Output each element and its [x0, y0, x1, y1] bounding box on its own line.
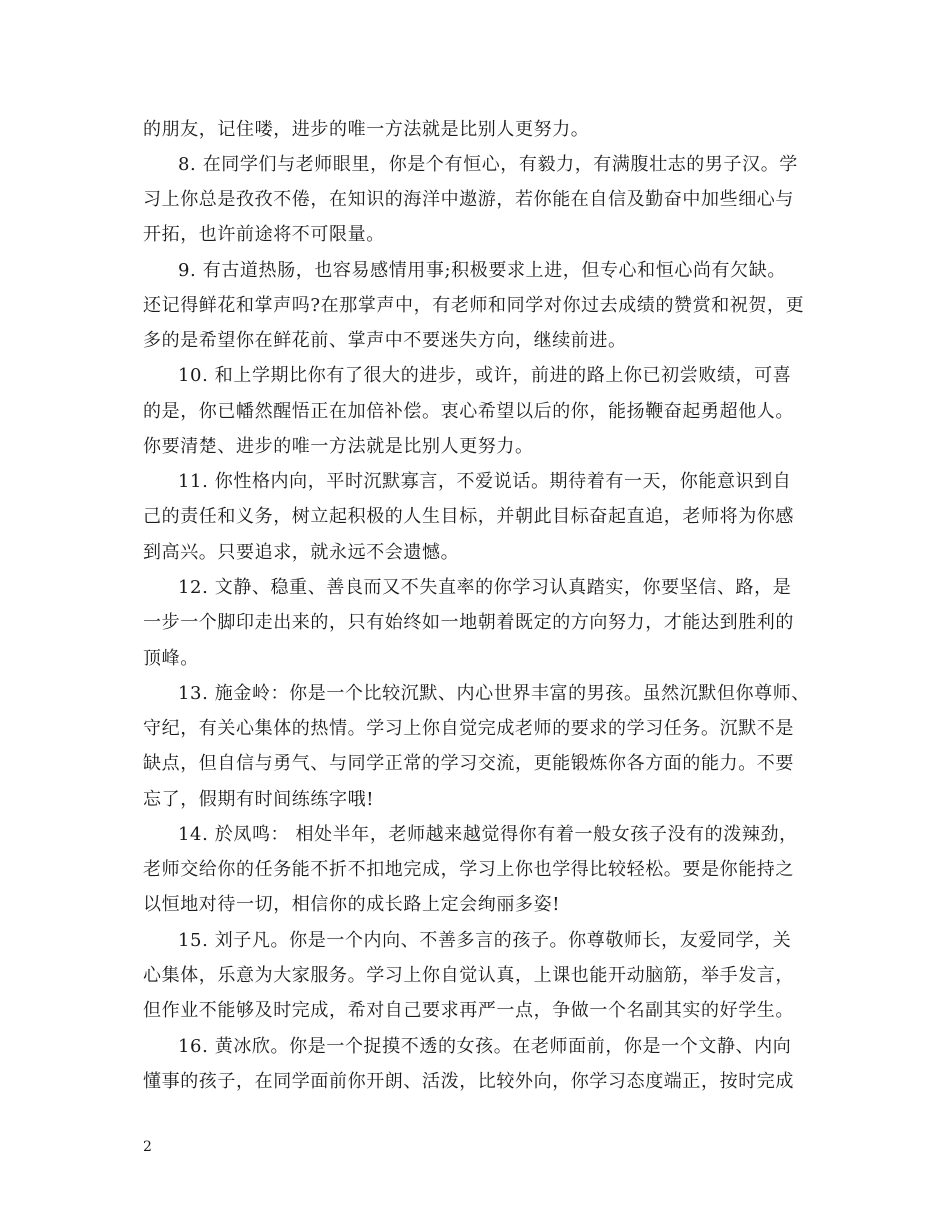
text-line: 老师交给你的任务能不折不扣地完成，学习上你也学得比较轻松。要是你能持之 [143, 859, 794, 880]
text-line: 的朋友，记住喽，进步的唯一方法就是比别人更努力。 [143, 119, 590, 140]
text-line: 懂事的孩子，在同学面前你开朗、活泼，比较外向，你学习态度端正，按时完成 [143, 1071, 794, 1092]
text-line: 的是，你已幡然醒悟正在加倍补偿。衷心希望以后的你，能扬鞭奋起勇超他人。 [143, 401, 794, 422]
text-line: 己的责任和义务，树立起积极的人生目标，并朝此目标奋起直追，老师将为你感 [143, 506, 794, 527]
text-line: 以恒地对待一切，相信你的成长路上定会绚丽多姿! [143, 894, 561, 915]
text-line: 心集体，乐意为大家服务。学习上你自觉认真，上课也能开动脑筋，举手发言， [143, 965, 794, 986]
text-line: 14. 於凤鸣： 相处半年，老师越来越觉得你有着一般女孩子没有的泼辣劲， [178, 824, 798, 845]
text-line: 16. 黄冰欣。你是一个捉摸不透的女孩。在老师面前，你是一个文静、内向 [178, 1036, 792, 1057]
text-line: 开拓，也许前途将不可限量。 [143, 224, 385, 245]
text-line: 一步一个脚印走出来的，只有始终如一地朝着既定的方向努力，才能达到胜利的 [143, 612, 794, 633]
text-line: 忘了，假期有时间练练字哦! [143, 789, 375, 810]
text-line: 到高兴。只要追求，就永远不会遗憾。 [143, 542, 460, 563]
text-line: 13. 施金岭：你是一个比较沉默、内心世界丰富的男孩。虽然沉默但你尊师、 [178, 683, 810, 704]
text-line: 顶峰。 [143, 648, 199, 669]
text-line: 9. 有古道热肠，也容易感情用事;积极要求上进，但专心和恒心尚有欠缺。 [178, 260, 786, 281]
text-line: 但作业不能够及时完成，希对自己要求再严一点，争做一个名副其实的好学生。 [143, 1000, 794, 1021]
text-line: 守纪，有关心集体的热情。学习上你自觉完成老师的要求的学习任务。沉默不是 [143, 718, 794, 739]
text-line: 缺点，但自信与勇气、与同学正常的学习交流，更能锻炼你各方面的能力。不要 [143, 753, 794, 774]
text-line: 10. 和上学期比你有了很大的进步，或许，前进的路上你已初尝败绩，可喜 [178, 365, 792, 386]
text-line: 11. 你性格内向，平时沉默寡言，不爱说话。期待着有一天，你能意识到自 [178, 471, 792, 492]
text-line: 你要清楚、进步的唯一方法就是比别人更努力。 [143, 436, 534, 457]
page-number: 2 [143, 1139, 152, 1155]
text-line: 12. 文静、稳重、善良而又不失直率的你学习认真踏实，你要坚信、路，是 [178, 577, 792, 598]
text-line: 8. 在同学们与老师眼里，你是个有恒心，有毅力，有满腹壮志的男子汉。学 [178, 154, 798, 175]
text-line: 还记得鲜花和掌声吗?在那掌声中，有老师和同学对你过去成绩的赞赏和祝贺，更 [143, 295, 805, 316]
text-line: 多的是希望你在鲜花前、掌声中不要迷失方向，继续前进。 [143, 330, 627, 351]
text-line: 15. 刘子凡。你是一个内向、不善多言的孩子。你尊敬师长，友爱同学，关 [178, 930, 792, 951]
text-line: 习上你总是孜孜不倦，在知识的海洋中遨游，若你能在自信及勤奋中加些细心与 [143, 189, 794, 210]
